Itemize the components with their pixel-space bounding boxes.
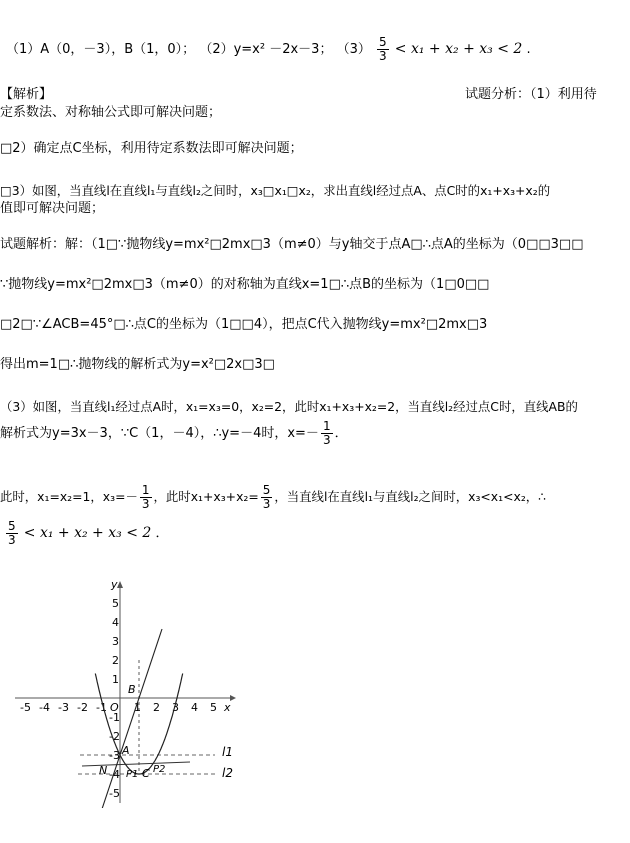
- line-l1-label: l1: [222, 745, 233, 759]
- point-c-label: C: [142, 767, 150, 780]
- origin-label: O: [110, 701, 119, 714]
- fraction-one-third: $\frac{1}{3}$: [322, 419, 331, 447]
- point-b-label: B: [128, 683, 136, 696]
- solution-line-6: 解析式为y=3x－3，∵C（1，－4），∴y=－4时，x=－ $\frac{1}{3}$ ．: [0, 419, 348, 447]
- y-tick-label: 4: [112, 616, 119, 629]
- analysis-right-head: 试题分析：（1）利用待: [465, 87, 597, 102]
- solution-line-2: ∵抛物线y=mx²□2mx□3（m≠0）的对称轴为直线x=1□∴点B的坐标为（1□0□□: [0, 277, 490, 292]
- answer-period: .: [526, 42, 531, 57]
- x-tick-label: -4: [39, 701, 50, 714]
- x-tick-label: 5: [210, 701, 217, 714]
- y-tick-label: 5: [112, 597, 119, 610]
- point-p2-label: P2: [153, 764, 166, 775]
- answer-part2: （2）y=x² －2x－3；: [199, 42, 333, 57]
- line-l2-label: l2: [222, 766, 233, 780]
- point-a-label: A: [122, 744, 130, 757]
- analysis-line-1: 定系数法、对称轴公式即可解决问题；: [0, 105, 222, 120]
- point-n-label: N: [99, 764, 108, 777]
- y-tick-label: -3: [109, 749, 120, 762]
- x-axis-label: x: [224, 701, 231, 714]
- analysis-heading: 【解析】: [0, 87, 53, 102]
- y-tick-label: 2: [112, 654, 119, 667]
- solution-line-8: $\frac{5}{3}$ < x₁ + x₂ + x₃ < 2 ．: [8, 519, 169, 547]
- x-tick-label: -1: [96, 701, 107, 714]
- y-tick-label: 3: [112, 635, 119, 648]
- analysis-line-3a: □3）如图，当直线l在直线l₁与直线l₂之间时，x₃□x₁□x₂，求出直线l经过点A、点C时的x₁+x₃+x₂的: [0, 183, 551, 198]
- y-tick-label: -1: [109, 711, 120, 724]
- analysis-line-3b: 值即可解决问题；: [0, 201, 105, 216]
- x-tick-label: 4: [191, 701, 198, 714]
- y-tick-label: -2: [109, 730, 120, 743]
- point-p1-label: P1: [126, 769, 139, 780]
- answer-inequality: < x₁ + x₂ + x₃ < 2: [394, 41, 523, 57]
- x-tick-label: 1: [134, 701, 141, 714]
- solution-line-7: 此时，x₁=x₂=1，x₃=－ $\frac{1}{3}$ ，此时x₁+x₃+x₂= $\frac{5}{3}$ ，当直线l在直线l₁与直线l₂之间时，x₃<x₁<x₂，∴: [0, 483, 547, 511]
- x-tick-label: -5: [20, 701, 31, 714]
- x-tick-label: 2: [153, 701, 160, 714]
- solution-line-3: □2□∵∠ACB=45°□∴点C的坐标为（1□□4），把点C代入抛物线y=mx²□2mx□3: [0, 317, 488, 332]
- solution-line-1: 试题解析：解：（1□∵抛物线y=mx²□2mx□3（m≠0）与y轴交于点A□∴点A的坐标为（0□□3□□: [0, 237, 584, 252]
- y-tick-label: -5: [109, 787, 120, 800]
- y-axis-label: y: [111, 578, 118, 591]
- answer-line: [6, 36, 531, 63]
- analysis-line-2: □2）确定点C坐标，利用待定系数法即可解决问题；: [0, 141, 303, 156]
- x-tick-label: -3: [58, 701, 69, 714]
- answer-part1: （1）A（0，－3），B（1，0）；: [6, 42, 196, 57]
- x-tick-label: 3: [172, 701, 179, 714]
- x-tick-label: -2: [77, 701, 88, 714]
- solution-line-4: 得出m=1□∴抛物线的解析式为y=x²□2x□3□: [0, 357, 275, 372]
- solution-line-5: （3）如图，当直线l₁经过点A时，x₁=x₃=0，x₂=2，此时x₁+x₃+x₂=2，当直线l₂经过点C时，直线AB的: [0, 399, 578, 414]
- answer-part3-prefix: （3）: [336, 42, 371, 57]
- y-tick-label: -4: [109, 768, 120, 781]
- answer-fraction: $\frac{5}{3}$: [379, 35, 387, 63]
- coordinate-figure: [10, 578, 245, 808]
- y-tick-label: 1: [112, 673, 119, 686]
